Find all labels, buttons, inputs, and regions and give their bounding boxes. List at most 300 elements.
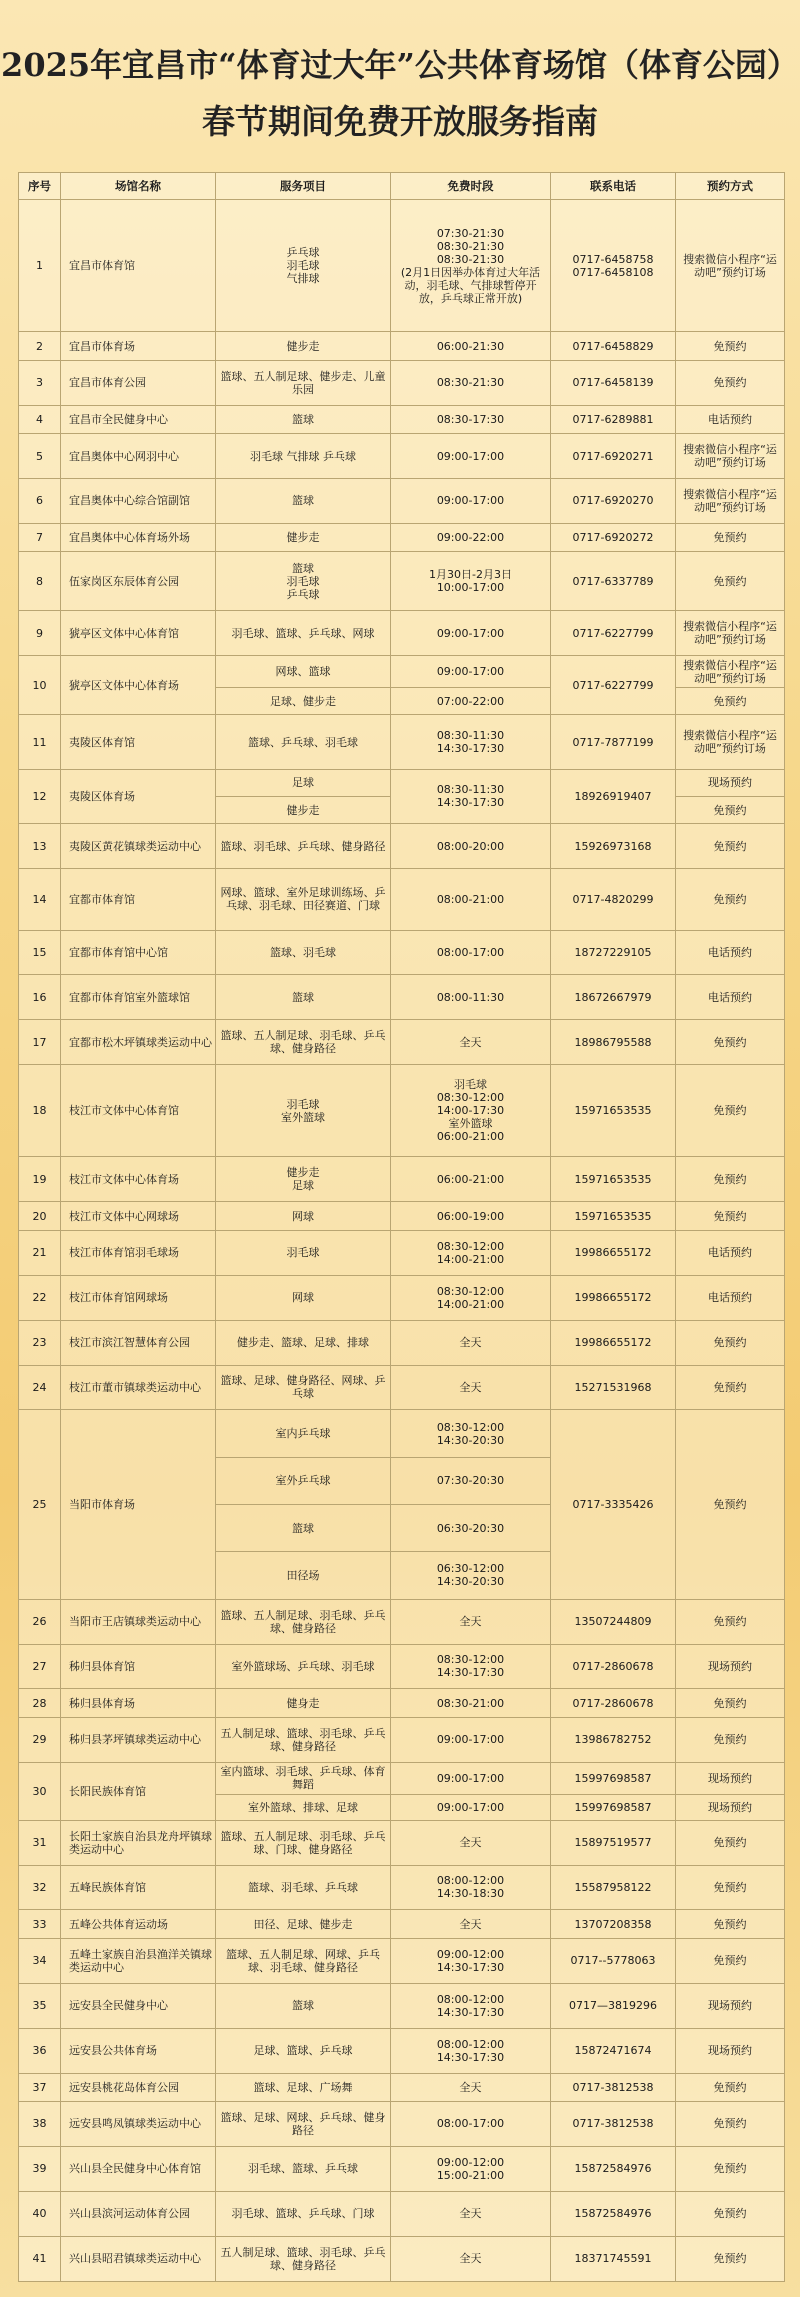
free-hours: 08:30-12:00 14:00-21:00 [391, 1230, 551, 1275]
header-hours: 免费时段 [391, 173, 551, 200]
row-no: 13 [19, 824, 61, 869]
table-row [19, 1599, 785, 1644]
contact-phone: 0717-3812538 [551, 2101, 676, 2146]
booking-method: 免预约 [676, 2073, 785, 2101]
service-items: 羽毛球、篮球、乒乓球、门球 [216, 2191, 391, 2236]
service-items: 篮球、足球、网球、乒乓球、健身路径 [216, 2101, 391, 2146]
booking-method: 搜索微信小程序“运动吧”预约订场 [676, 656, 785, 688]
booking-method: 免预约 [676, 1689, 785, 1717]
service-items: 室外篮球场、乒乓球、羽毛球 [216, 1644, 391, 1689]
venue-name: 宜昌市体育公园 [61, 360, 216, 405]
service-items: 健步走 [216, 332, 391, 360]
row-no: 10 [19, 656, 61, 715]
service-items: 健步走、篮球、足球、排球 [216, 1320, 391, 1365]
service-items: 篮球、五人制足球、羽毛球、乒乓球、健身路径 [216, 1599, 391, 1644]
venue-name: 枝江市滨江智慧体育公园 [61, 1320, 216, 1365]
free-hours: 06:00-19:00 [391, 1202, 551, 1230]
row-no: 26 [19, 1599, 61, 1644]
booking-method: 搜索微信小程序“运动吧”预约订场 [676, 478, 785, 523]
table-row [19, 715, 785, 769]
free-hours: 09:00-12:00 15:00-21:00 [391, 2146, 551, 2191]
free-hours: 09:00-17:00 [391, 478, 551, 523]
row-no: 32 [19, 1865, 61, 1910]
service-items: 篮球、乒乓球、羽毛球 [216, 715, 391, 769]
venue-name: 猇亭区文体中心体育馆 [61, 611, 216, 656]
row-no: 6 [19, 478, 61, 523]
free-hours: 09:00-22:00 [391, 523, 551, 551]
row-no: 4 [19, 405, 61, 433]
booking-method: 免预约 [676, 688, 785, 715]
service-items: 篮球、羽毛球 [216, 930, 391, 975]
service-items: 健身走 [216, 1689, 391, 1717]
row-no: 23 [19, 1320, 61, 1365]
contact-phone: 15971653535 [551, 1065, 676, 1157]
row-no: 14 [19, 869, 61, 930]
row-no: 11 [19, 715, 61, 769]
table-row [19, 552, 785, 611]
free-hours: 09:00-12:00 14:30-17:30 [391, 1938, 551, 1983]
table-row [19, 869, 785, 930]
row-no: 22 [19, 1275, 61, 1320]
contact-phone: 19986655172 [551, 1275, 676, 1320]
table-row [19, 1938, 785, 1983]
free-hours: 08:00-17:00 [391, 2101, 551, 2146]
table-header-row [19, 173, 785, 200]
free-hours: 08:00-20:00 [391, 824, 551, 869]
table-row [19, 1230, 785, 1275]
contact-phone: 15872471674 [551, 2028, 676, 2073]
free-hours: 09:00-17:00 [391, 1717, 551, 1762]
service-items: 室内乒乓球 [216, 1410, 391, 1457]
venue-name: 宜昌市体育馆 [61, 200, 216, 332]
contact-phone: 13986782752 [551, 1717, 676, 1762]
service-items: 篮球、五人制足球、羽毛球、乒乓球、门球、健身路径 [216, 1820, 391, 1865]
booking-method: 免预约 [676, 552, 785, 611]
booking-method: 免预约 [676, 2191, 785, 2236]
service-items: 篮球 [216, 975, 391, 1020]
row-no: 17 [19, 1020, 61, 1065]
free-hours: 08:30-12:00 14:30-20:30 [391, 1410, 551, 1457]
free-hours: 全天 [391, 1365, 551, 1410]
contact-phone: 0717-6920272 [551, 523, 676, 551]
table-row [19, 360, 785, 405]
service-items: 篮球、五人制足球、羽毛球、乒乓球、健身路径 [216, 1020, 391, 1065]
row-no: 39 [19, 2146, 61, 2191]
free-hours: 全天 [391, 1320, 551, 1365]
free-hours: 全天 [391, 2236, 551, 2281]
contact-phone: 0717-7877199 [551, 715, 676, 769]
service-items: 羽毛球、篮球、乒乓球 [216, 2146, 391, 2191]
contact-phone: 19986655172 [551, 1320, 676, 1365]
venue-name: 远安县公共体育场 [61, 2028, 216, 2073]
contact-phone: 0717-3812538 [551, 2073, 676, 2101]
contact-phone: 0717-6458758 0717-6458108 [551, 200, 676, 332]
booking-method: 电话预约 [676, 930, 785, 975]
contact-phone: 19986655172 [551, 1230, 676, 1275]
booking-method: 免预约 [676, 824, 785, 869]
contact-phone: 15271531968 [551, 1365, 676, 1410]
table-row [19, 1320, 785, 1365]
free-hours: 06:30-12:00 14:30-20:30 [391, 1552, 551, 1599]
table-row [19, 523, 785, 551]
booking-method: 免预约 [676, 2236, 785, 2281]
table-row [19, 930, 785, 975]
row-no: 7 [19, 523, 61, 551]
booking-method: 免预约 [676, 1202, 785, 1230]
contact-phone: 0717-6920270 [551, 478, 676, 523]
free-hours: 全天 [391, 1020, 551, 1065]
booking-method: 免预约 [676, 1910, 785, 1938]
free-hours: 09:00-17:00 [391, 611, 551, 656]
service-items: 篮球、五人制足球、健步走、儿童乐园 [216, 360, 391, 405]
venue-name: 宜昌奥体中心综合馆副馆 [61, 478, 216, 523]
row-no: 25 [19, 1410, 61, 1599]
contact-phone: 0717-6920271 [551, 434, 676, 479]
booking-method: 现场预约 [676, 2028, 785, 2073]
table-row [19, 769, 785, 796]
contact-phone: 15971653535 [551, 1202, 676, 1230]
contact-phone: 15897519577 [551, 1820, 676, 1865]
service-items: 羽毛球 [216, 1230, 391, 1275]
service-items: 篮球 [216, 478, 391, 523]
venue-name: 伍家岗区东辰体育公园 [61, 552, 216, 611]
service-items: 室内篮球、羽毛球、乒乓球、体育舞蹈 [216, 1762, 391, 1794]
service-items: 五人制足球、篮球、羽毛球、乒乓球、健身路径 [216, 1717, 391, 1762]
free-hours: 09:00-17:00 [391, 1762, 551, 1794]
booking-method: 免预约 [676, 1820, 785, 1865]
service-items: 足球 [216, 769, 391, 796]
venue-name: 宜昌奥体中心体育场外场 [61, 523, 216, 551]
contact-phone: 15997698587 [551, 1794, 676, 1820]
table-row [19, 1910, 785, 1938]
booking-method: 电话预约 [676, 975, 785, 1020]
row-no: 30 [19, 1762, 61, 1820]
venue-name: 兴山县滨河运动体育公园 [61, 2191, 216, 2236]
free-hours: 06:30-20:30 [391, 1505, 551, 1552]
booking-method: 免预约 [676, 1365, 785, 1410]
venue-name: 兴山县全民健身中心体育馆 [61, 2146, 216, 2191]
service-items: 健步走 [216, 523, 391, 551]
contact-phone: 0717-6289881 [551, 405, 676, 433]
free-hours: 08:30-12:00 14:00-21:00 [391, 1275, 551, 1320]
booking-method: 免预约 [676, 2101, 785, 2146]
contact-phone: 0717-2860678 [551, 1644, 676, 1689]
venue-name: 猇亭区文体中心体育场 [61, 656, 216, 715]
service-items: 网球 [216, 1275, 391, 1320]
row-no: 27 [19, 1644, 61, 1689]
venue-name: 秭归县体育场 [61, 1689, 216, 1717]
table-row [19, 1865, 785, 1910]
table-row [19, 1689, 785, 1717]
header-no: 序号 [19, 173, 61, 200]
venue-name: 夷陵区黄花镇球类运动中心 [61, 824, 216, 869]
service-items: 篮球、足球、健身路径、网球、乒乓球 [216, 1365, 391, 1410]
free-hours: 09:00-17:00 [391, 656, 551, 688]
free-hours: 全天 [391, 1820, 551, 1865]
table-row [19, 2236, 785, 2281]
service-items: 羽毛球 气排球 乒乓球 [216, 434, 391, 479]
booking-method: 现场预约 [676, 1644, 785, 1689]
table-row [19, 824, 785, 869]
service-items: 网球 [216, 1202, 391, 1230]
venue-name: 五峰土家族自治县渔洋关镇球类运动中心 [61, 1938, 216, 1983]
row-no: 20 [19, 1202, 61, 1230]
venue-name: 秭归县体育馆 [61, 1644, 216, 1689]
table-row [19, 1820, 785, 1865]
row-no: 29 [19, 1717, 61, 1762]
header-phone: 联系电话 [551, 173, 676, 200]
booking-method: 免预约 [676, 1717, 785, 1762]
service-items: 五人制足球、篮球、羽毛球、乒乓球、健身路径 [216, 2236, 391, 2281]
booking-method: 电话预约 [676, 1275, 785, 1320]
row-no: 40 [19, 2191, 61, 2236]
table-row [19, 1365, 785, 1410]
row-no: 35 [19, 1983, 61, 2028]
service-items: 篮球、羽毛球、乒乓球 [216, 1865, 391, 1910]
row-no: 24 [19, 1365, 61, 1410]
venue-name: 宜昌奥体中心网羽中心 [61, 434, 216, 479]
table-row [19, 2101, 785, 2146]
booking-method: 现场预约 [676, 769, 785, 796]
contact-phone: 18371745591 [551, 2236, 676, 2281]
booking-method: 免预约 [676, 1157, 785, 1202]
service-items: 足球、健步走 [216, 688, 391, 715]
contact-phone: 0717—3819296 [551, 1983, 676, 2028]
venue-name: 五峰民族体育馆 [61, 1865, 216, 1910]
row-no: 31 [19, 1820, 61, 1865]
venue-name: 长阳土家族自治县龙舟坪镇球类运动中心 [61, 1820, 216, 1865]
header-items: 服务项目 [216, 173, 391, 200]
booking-method: 免预约 [676, 523, 785, 551]
venue-name: 远安县全民健身中心 [61, 1983, 216, 2028]
contact-phone: 15926973168 [551, 824, 676, 869]
service-items: 篮球、足球、广场舞 [216, 2073, 391, 2101]
row-no: 41 [19, 2236, 61, 2281]
free-hours: 07:00-22:00 [391, 688, 551, 715]
venue-name: 枝江市体育馆网球场 [61, 1275, 216, 1320]
booking-method: 免预约 [676, 332, 785, 360]
free-hours: 08:30-11:30 14:30-17:30 [391, 769, 551, 823]
service-items: 篮球、羽毛球、乒乓球、健身路径 [216, 824, 391, 869]
free-hours: 1月30日-2月3日 10:00-17:00 [391, 552, 551, 611]
venue-name: 夷陵区体育馆 [61, 715, 216, 769]
venue-name: 秭归县茅坪镇球类运动中心 [61, 1717, 216, 1762]
contact-phone: 15587958122 [551, 1865, 676, 1910]
venue-name: 远安县鸣凤镇球类运动中心 [61, 2101, 216, 2146]
service-items: 羽毛球、篮球、乒乓球、网球 [216, 611, 391, 656]
table-row [19, 1762, 785, 1794]
free-hours: 羽毛球 08:30-12:00 14:00-17:30 室外篮球 06:00-21:00 [391, 1065, 551, 1157]
table-row [19, 656, 785, 688]
free-hours: 08:30-12:00 14:30-17:30 [391, 1644, 551, 1689]
row-no: 21 [19, 1230, 61, 1275]
booking-method: 电话预约 [676, 405, 785, 433]
contact-phone: 15997698587 [551, 1762, 676, 1794]
service-items: 室外乒乓球 [216, 1457, 391, 1504]
booking-method: 搜索微信小程序“运动吧”预约订场 [676, 715, 785, 769]
booking-method: 搜索微信小程序“运动吧”预约订场 [676, 611, 785, 656]
venue-name: 枝江市董市镇球类运动中心 [61, 1365, 216, 1410]
booking-method: 免预约 [676, 1865, 785, 1910]
row-no: 3 [19, 360, 61, 405]
service-items: 羽毛球 室外篮球 [216, 1065, 391, 1157]
booking-method: 免预约 [676, 1320, 785, 1365]
header-booking: 预约方式 [676, 173, 785, 200]
table-row [19, 1020, 785, 1065]
free-hours: 08:00-12:00 14:30-18:30 [391, 1865, 551, 1910]
table-row [19, 478, 785, 523]
venue-name: 长阳民族体育馆 [61, 1762, 216, 1820]
booking-method: 现场预约 [676, 1983, 785, 2028]
table-row [19, 200, 785, 332]
row-no: 28 [19, 1689, 61, 1717]
table-row [19, 1202, 785, 1230]
table-row [19, 1644, 785, 1689]
free-hours: 全天 [391, 2191, 551, 2236]
free-hours: 06:00-21:30 [391, 332, 551, 360]
venue-name: 宜昌市体育场 [61, 332, 216, 360]
service-items: 田径、足球、健步走 [216, 1910, 391, 1938]
booking-method: 免预约 [676, 1065, 785, 1157]
contact-phone: 0717-6458829 [551, 332, 676, 360]
free-hours: 08:00-21:00 [391, 869, 551, 930]
venue-name: 当阳市体育场 [61, 1410, 216, 1599]
table-row [19, 975, 785, 1020]
contact-phone: 15971653535 [551, 1157, 676, 1202]
row-no: 8 [19, 552, 61, 611]
venue-name: 枝江市文体中心体育场 [61, 1157, 216, 1202]
venue-name: 当阳市王店镇球类运动中心 [61, 1599, 216, 1644]
venue-name: 兴山县昭君镇球类运动中心 [61, 2236, 216, 2281]
title-line-2: 春节期间免费开放服务指南 [202, 102, 598, 141]
venue-name: 宜都市体育馆室外篮球馆 [61, 975, 216, 1020]
booking-method: 搜索微信小程序“运动吧”预约订场 [676, 434, 785, 479]
title-line-1: 2025年宜昌市“体育过大年”公共体育场馆（体育公园） [1, 46, 799, 84]
booking-method: 免预约 [676, 1410, 785, 1599]
booking-method: 免预约 [676, 796, 785, 823]
contact-phone: 0717-6227799 [551, 611, 676, 656]
free-hours: 06:00-21:00 [391, 1157, 551, 1202]
contact-phone: 15872584976 [551, 2191, 676, 2236]
free-hours: 08:30-21:00 [391, 1689, 551, 1717]
free-hours: 07:30-20:30 [391, 1457, 551, 1504]
booking-method: 免预约 [676, 1938, 785, 1983]
free-hours: 08:30-11:30 14:30-17:30 [391, 715, 551, 769]
free-hours: 全天 [391, 2073, 551, 2101]
contact-phone: 18986795588 [551, 1020, 676, 1065]
venue-name: 夷陵区体育场 [61, 769, 216, 823]
venue-name: 枝江市文体中心网球场 [61, 1202, 216, 1230]
table-row [19, 1717, 785, 1762]
booking-method: 现场预约 [676, 1794, 785, 1820]
table-row [19, 405, 785, 433]
booking-method: 免预约 [676, 2146, 785, 2191]
contact-phone: 15872584976 [551, 2146, 676, 2191]
venue-name: 枝江市体育馆羽毛球场 [61, 1230, 216, 1275]
free-hours: 全天 [391, 1599, 551, 1644]
venue-name: 远安县桃花岛体育公园 [61, 2073, 216, 2101]
table-row [19, 2146, 785, 2191]
service-items: 健步走 足球 [216, 1157, 391, 1202]
row-no: 15 [19, 930, 61, 975]
contact-phone: 18672667979 [551, 975, 676, 1020]
service-items: 篮球 羽毛球 乒乓球 [216, 552, 391, 611]
venue-name: 五峰公共体育运动场 [61, 1910, 216, 1938]
booking-method: 免预约 [676, 360, 785, 405]
service-items: 乒乓球 羽毛球 气排球 [216, 200, 391, 332]
table-row [19, 332, 785, 360]
row-no: 2 [19, 332, 61, 360]
booking-method: 搜索微信小程序“运动吧”预约订场 [676, 200, 785, 332]
free-hours: 08:00-12:00 14:30-17:30 [391, 1983, 551, 2028]
venue-name: 宜都市体育馆 [61, 869, 216, 930]
table-row [19, 611, 785, 656]
row-no: 36 [19, 2028, 61, 2073]
venue-table [18, 172, 785, 2282]
table-row [19, 434, 785, 479]
contact-phone: 0717-3335426 [551, 1410, 676, 1599]
free-hours: 08:30-21:30 [391, 360, 551, 405]
contact-phone: 0717-4820299 [551, 869, 676, 930]
row-no: 5 [19, 434, 61, 479]
free-hours: 07:30-21:30 08:30-21:30 08:30-21:30 (2月1日因举办体育过大年活动，羽毛球、气排球暂停开放，乒乓球正常开放) [391, 200, 551, 332]
table-row [19, 1157, 785, 1202]
venue-name: 枝江市文体中心体育馆 [61, 1065, 216, 1157]
free-hours: 09:00-17:00 [391, 1794, 551, 1820]
row-no: 37 [19, 2073, 61, 2101]
service-items: 篮球 [216, 405, 391, 433]
table-row [19, 2073, 785, 2101]
service-items: 健步走 [216, 796, 391, 823]
row-no: 12 [19, 769, 61, 823]
contact-phone: 18926919407 [551, 769, 676, 823]
contact-phone: 0717-6227799 [551, 656, 676, 715]
header-venue: 场馆名称 [61, 173, 216, 200]
service-items: 篮球、五人制足球、网球、乒乓球、羽毛球、健身路径 [216, 1938, 391, 1983]
venue-name: 宜都市体育馆中心馆 [61, 930, 216, 975]
contact-phone: 18727229105 [551, 930, 676, 975]
service-items: 足球、篮球、乒乓球 [216, 2028, 391, 2073]
contact-phone: 13707208358 [551, 1910, 676, 1938]
free-hours: 08:00-12:00 14:30-17:30 [391, 2028, 551, 2073]
row-no: 38 [19, 2101, 61, 2146]
table-row [19, 1983, 785, 2028]
service-items: 篮球 [216, 1983, 391, 2028]
booking-method: 电话预约 [676, 1230, 785, 1275]
venue-name: 宜昌市全民健身中心 [61, 405, 216, 433]
free-hours: 全天 [391, 1910, 551, 1938]
contact-phone: 0717-2860678 [551, 1689, 676, 1717]
row-no: 9 [19, 611, 61, 656]
row-no: 1 [19, 200, 61, 332]
table-row [19, 2028, 785, 2073]
venue-name: 宜都市松木坪镇球类运动中心 [61, 1020, 216, 1065]
service-items: 篮球 [216, 1505, 391, 1552]
booking-method: 免预约 [676, 1599, 785, 1644]
booking-method: 免预约 [676, 869, 785, 930]
table-row [19, 2191, 785, 2236]
booking-method: 免预约 [676, 1020, 785, 1065]
service-items: 田径场 [216, 1552, 391, 1599]
free-hours: 09:00-17:00 [391, 434, 551, 479]
row-no: 16 [19, 975, 61, 1020]
free-hours: 08:30-17:30 [391, 405, 551, 433]
booking-method: 现场预约 [676, 1762, 785, 1794]
free-hours: 08:00-11:30 [391, 975, 551, 1020]
contact-phone: 13507244809 [551, 1599, 676, 1644]
contact-phone: 0717-6458139 [551, 360, 676, 405]
table-row [19, 1065, 785, 1157]
